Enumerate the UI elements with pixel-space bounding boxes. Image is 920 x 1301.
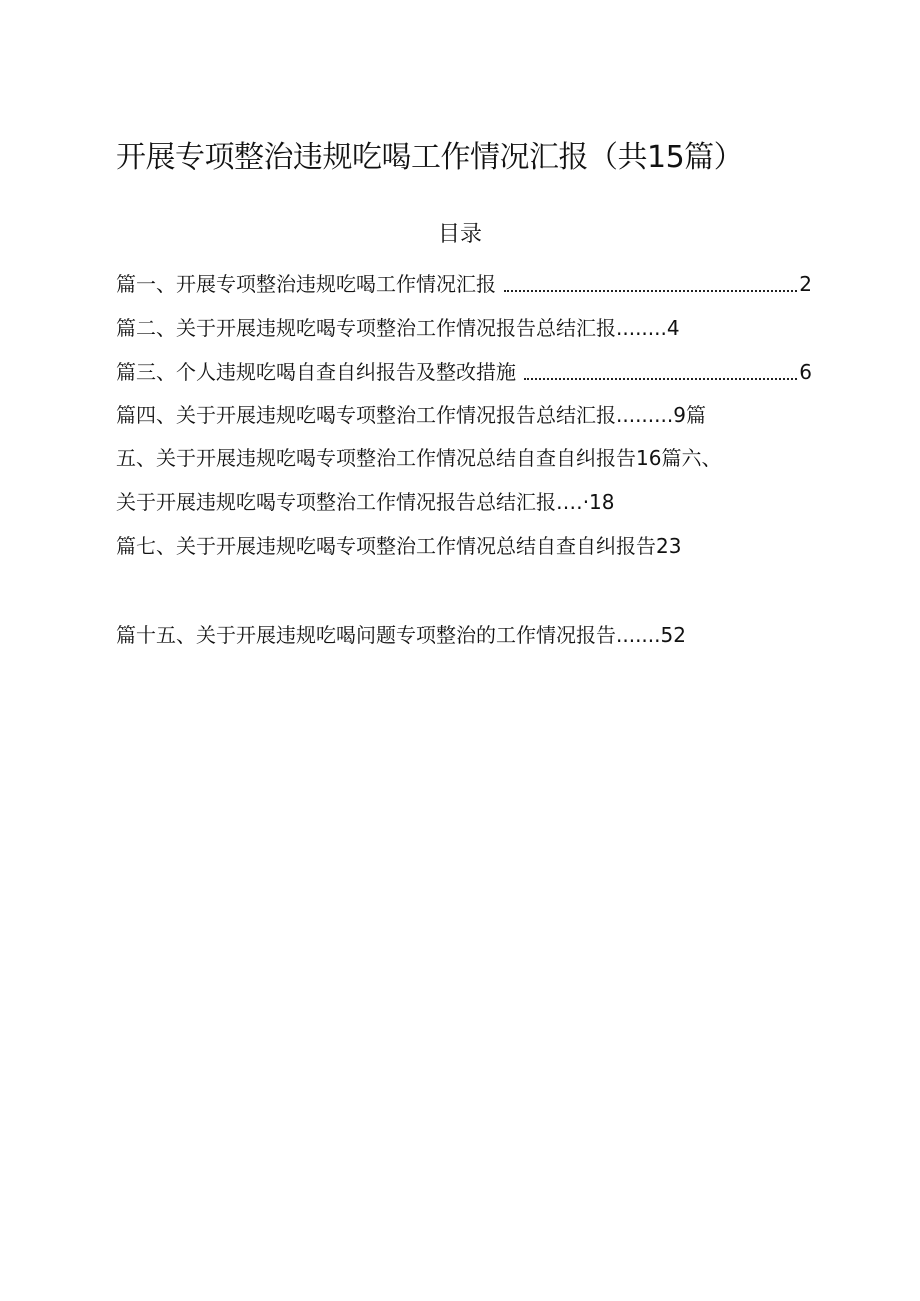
toc-entry-text: 篇二、关于开展违规吃喝专项整治工作情况报告总结汇报........4 xyxy=(116,316,680,340)
toc-entry[interactable] xyxy=(116,443,721,473)
toc-entry-text: 篇三、个人违规吃喝自查自纠报告及整改措施 xyxy=(116,360,516,384)
toc-entry[interactable] xyxy=(116,269,812,299)
toc-entry[interactable] xyxy=(116,620,686,650)
toc-entry-text: 篇一、开展专项整治违规吃喝工作情况汇报 xyxy=(116,272,496,296)
toc-entry-page: 6 xyxy=(799,360,812,384)
toc-entry[interactable] xyxy=(116,400,706,430)
toc-entry-text: 篇七、关于开展违规吃喝专项整治工作情况总结自查自纠报告23 xyxy=(116,534,682,558)
toc-entry[interactable] xyxy=(116,313,680,343)
toc-entry-page: 2 xyxy=(799,272,812,296)
toc-entry[interactable] xyxy=(116,531,681,561)
toc-entry[interactable] xyxy=(116,487,615,517)
document-title: 开展专项整治违规吃喝工作情况汇报（共15篇） xyxy=(116,140,744,175)
toc-entry[interactable] xyxy=(116,357,812,387)
toc-entry-text: 关于开展违规吃喝专项整治工作情况报告总结汇报‥‥·18 xyxy=(116,490,615,514)
toc-entry-text: 五、关于开展违规吃喝专项整治工作情况总结自查自纠报告16篇六、 xyxy=(116,446,722,470)
toc-dot-leader xyxy=(524,378,797,380)
toc-entry-text: 篇十五、关于开展违规吃喝问题专项整治的工作情况报告.......52 xyxy=(116,623,686,647)
toc-heading: 目录 xyxy=(437,222,482,247)
toc-entry-text: 篇四、关于开展违规吃喝专项整治工作情况报告总结汇报.........9篇 xyxy=(116,403,706,427)
toc-dot-leader xyxy=(504,290,797,292)
